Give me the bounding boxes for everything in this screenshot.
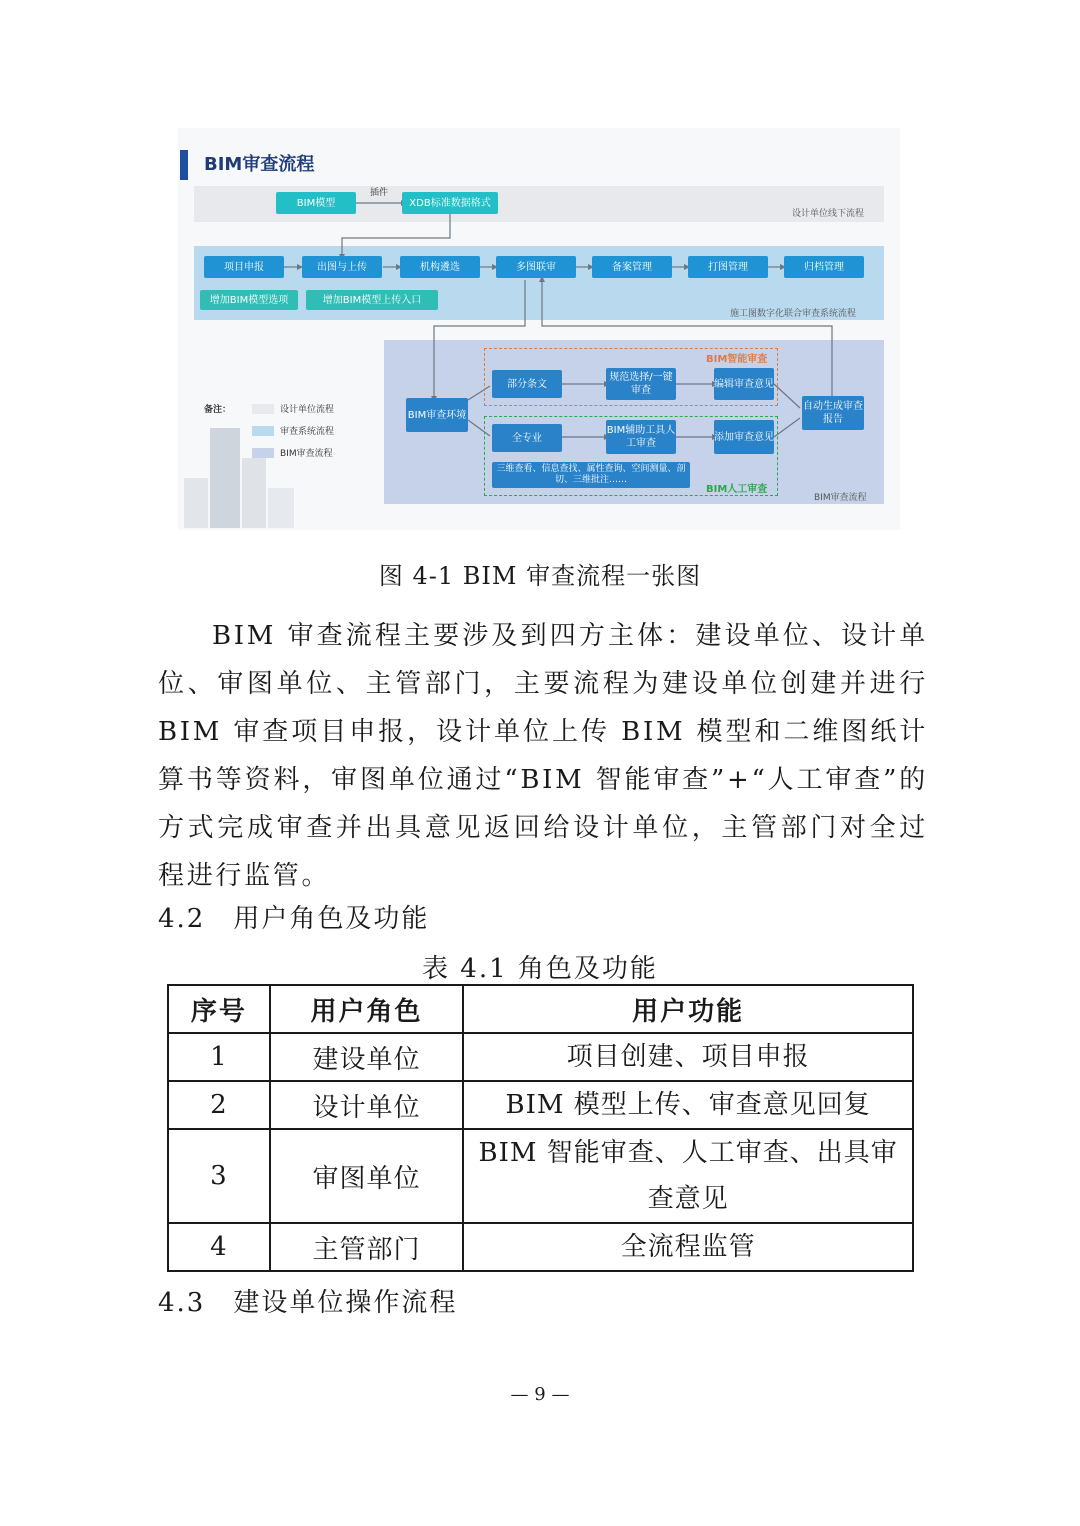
smart-review-label: BIM智能审查 xyxy=(706,354,768,365)
cell-index: 3 xyxy=(168,1129,270,1223)
cell-role: 审图单位 xyxy=(270,1129,463,1223)
figure-caption: 图 4-1 BIM 审查流程一张图 xyxy=(378,562,702,590)
node-project-declare: 项目申报 xyxy=(204,256,284,278)
cell-role: 建设单位 xyxy=(270,1033,463,1081)
node-add-bim-upload: 增加BIM模型上传入口 xyxy=(306,290,438,310)
header-role: 用户角色 xyxy=(270,985,463,1033)
cell-function: BIM 智能审查、人工审查、出具审查意见 xyxy=(463,1129,913,1223)
legend-title: 备注： xyxy=(204,405,232,415)
node-all-disciplines: 全专业 xyxy=(492,424,562,452)
node-filing: 备案管理 xyxy=(592,256,672,278)
legend-swatch-design xyxy=(252,404,274,414)
node-multi-review: 多图联审 xyxy=(496,256,576,278)
node-rule-select: 规范选择/一键审查 xyxy=(606,368,676,400)
plugin-label: 插件 xyxy=(369,187,388,198)
node-agency-select: 机构遴选 xyxy=(400,256,480,278)
table-row xyxy=(168,1081,913,1129)
cell-function: BIM 模型上传、审查意见回复 xyxy=(463,1081,913,1129)
page-number: — 9 — xyxy=(510,1384,570,1405)
table-title: 表 4.1 角色及功能 xyxy=(422,954,658,984)
node-archive: 归档管理 xyxy=(784,256,864,278)
legend-swatch-system xyxy=(252,426,274,436)
figure-title: BIM审查流程 xyxy=(204,154,315,175)
cell-role: 主管部门 xyxy=(270,1223,463,1271)
cell-function: 全流程监管 xyxy=(463,1223,913,1271)
table-row xyxy=(168,1033,913,1081)
legend-item-system: 审查系统流程 xyxy=(280,427,335,437)
legend-item-design: 设计单位流程 xyxy=(280,405,335,415)
bim-review-flowchart xyxy=(178,128,900,530)
node-print: 打图管理 xyxy=(688,256,768,278)
node-partial-clauses: 部分条文 xyxy=(492,370,562,398)
cell-function: 项目创建、项目申报 xyxy=(463,1033,913,1081)
cell-index: 2 xyxy=(168,1081,270,1129)
section-heading-4-2: 4.2 用户角色及功能 xyxy=(158,904,430,934)
node-manual-tools: BIM辅助工具人工审查 xyxy=(606,420,676,454)
manual-review-label: BIM人工审查 xyxy=(706,484,768,495)
body-paragraph: BIM 审查流程主要涉及到四方主体：建设单位、设计单位、审图单位、主管部门，主要流程为建设单位创建并进行 BIM 审查项目申报，设计单位上传 BIM 模型和二维图纸计算书等资料，审图单位通过“BIM 智能审查”+“人工审查”的方式完成审查并出具意见返回给设计单位，主管部门对全过程进行监管。 xyxy=(158,621,928,891)
table-row xyxy=(168,1223,913,1271)
header-function: 用户功能 xyxy=(463,985,913,1033)
node-add-bim-option: 增加BIM模型选项 xyxy=(200,290,298,310)
legend-swatch-bim xyxy=(252,448,274,458)
bim-band-label: BIM审查流程 xyxy=(814,493,867,503)
node-bim-env: BIM审查环境 xyxy=(406,398,468,432)
cell-role: 设计单位 xyxy=(270,1081,463,1129)
cell-index: 4 xyxy=(168,1223,270,1271)
node-auto-report: 自动生成审查报告 xyxy=(802,396,864,430)
node-add-opinion: 添加审查意见 xyxy=(714,420,774,454)
table-row xyxy=(168,1129,913,1223)
node-bim-model: BIM模型 xyxy=(276,192,356,214)
section-heading-4-3: 4.3 建设单位操作流程 xyxy=(158,1288,458,1318)
system-band-label: 施工图数字化联合审查系统流程 xyxy=(730,309,857,319)
header-index: 序号 xyxy=(168,985,270,1033)
node-tools-list: 三维查看、信息查找、属性查询、空间测量、剖切、三维批注…… xyxy=(492,462,690,488)
node-xdb-format: XDB标准数据格式 xyxy=(402,192,498,214)
table-header-row xyxy=(168,985,913,1033)
offline-band-label: 设计单位线下流程 xyxy=(792,209,865,219)
roles-table xyxy=(167,984,914,1272)
legend-item-bim: BIM审查流程 xyxy=(280,449,333,459)
node-drawing-upload: 出图与上传 xyxy=(302,256,382,278)
node-edit-opinion: 编辑审查意见 xyxy=(714,368,774,400)
cell-index: 1 xyxy=(168,1033,270,1081)
